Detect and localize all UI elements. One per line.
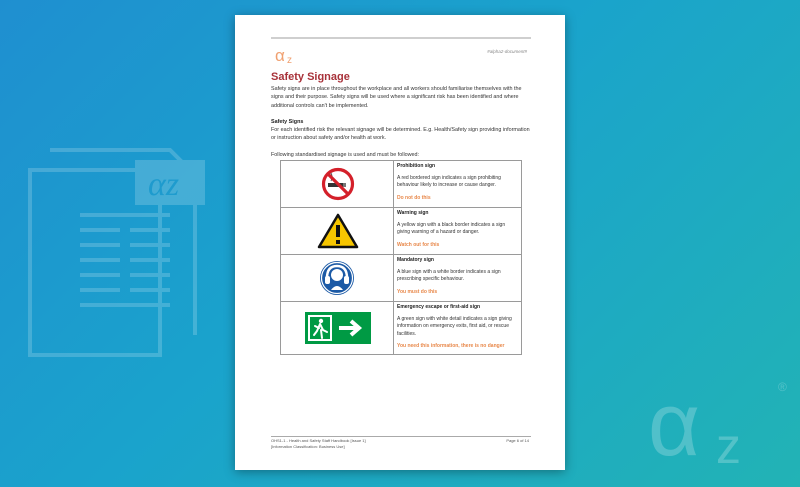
- svg-text:z: z: [287, 55, 292, 65]
- table-row: [281, 255, 522, 302]
- document-page: [235, 15, 565, 470]
- intro-paragraph: Safety signs are in place throughout the workplace and all workers should familiarise themselves with the signs and their purpose. Safety signs will be used where a significant risk has been identified and where additional controls can't be implemented.: [271, 86, 522, 109]
- sign-text-cell: [394, 302, 522, 355]
- svg-text:αz: αz: [148, 166, 180, 203]
- sign-description: A yellow sign with a black border indicates a sign giving warning of a hazard or danger.: [397, 222, 506, 236]
- sign-action: Do not do this: [397, 194, 431, 201]
- sign-name: Warning sign: [397, 210, 429, 216]
- table-intro: Following standardised signage is used and must be followed:: [271, 152, 420, 158]
- sign-action: You need this information, there is no danger: [397, 342, 505, 349]
- table-row: [281, 208, 522, 255]
- sign-name: Emergency escape or first-aid sign: [397, 304, 481, 310]
- footer-left: [271, 438, 366, 449]
- registered-mark: ®: [778, 380, 787, 394]
- warning-triangle-icon: [317, 213, 359, 249]
- svg-text:α: α: [275, 46, 285, 65]
- sign-text-cell: [394, 161, 522, 208]
- footer-page-number: Page 6 of 14: [506, 438, 529, 443]
- sign-name: Prohibition sign: [397, 163, 436, 169]
- table-row: [281, 161, 522, 208]
- sign-text-cell: [394, 255, 522, 302]
- sign-description: A blue sign with a white border indicates a sign prescribing specific behaviour.: [397, 269, 501, 283]
- sign-image-cell: [281, 302, 394, 355]
- alpha-z-logo-icon: [275, 45, 301, 65]
- footer-classification: [Information Classification: Business Use]: [271, 443, 345, 449]
- section-heading: Safety Signs: [271, 119, 304, 125]
- background-document-icon: [20, 130, 220, 360]
- svg-text:z: z: [716, 418, 741, 470]
- sign-action: Watch out for this: [397, 241, 440, 248]
- sign-name: Mandatory sign: [397, 257, 434, 263]
- sign-image-cell: [281, 161, 394, 208]
- sign-image-cell: [281, 208, 394, 255]
- exit-sign-icon: [305, 312, 371, 344]
- sign-image-cell: [281, 255, 394, 302]
- az-logo-icon: [648, 375, 788, 470]
- sign-action: You must do this: [397, 288, 438, 295]
- page-title: Safety Signage: [271, 71, 350, 83]
- ear-protection-icon: [319, 260, 355, 296]
- sign-description: A green sign with white detail indicates a sign giving information on emergency exits, first aid, or rescue facilities.: [397, 316, 512, 337]
- signage-table: [280, 160, 522, 355]
- no-smoking-icon: [321, 167, 355, 201]
- brand-logo-large: [648, 375, 788, 475]
- svg-text:α: α: [648, 375, 701, 470]
- section-paragraph: For each identified risk the relevant signage will be determined. E.g. Health/Safety sign providing information or instruction about safety and/or health at work.: [271, 127, 530, 142]
- document-tag: #alpha2-document#: [487, 49, 527, 54]
- sign-description: A red bordered sign indicates a sign prohibiting behaviour likely to increase or cause danger.: [397, 175, 501, 189]
- header-rule: [271, 37, 531, 39]
- table-row: [281, 302, 522, 355]
- footer-rule: [271, 436, 531, 437]
- sign-text-cell: [394, 208, 522, 255]
- footer-document-name: OHS1-1 - Health and Safety Staff Handbook [Issue 1]: [271, 438, 366, 443]
